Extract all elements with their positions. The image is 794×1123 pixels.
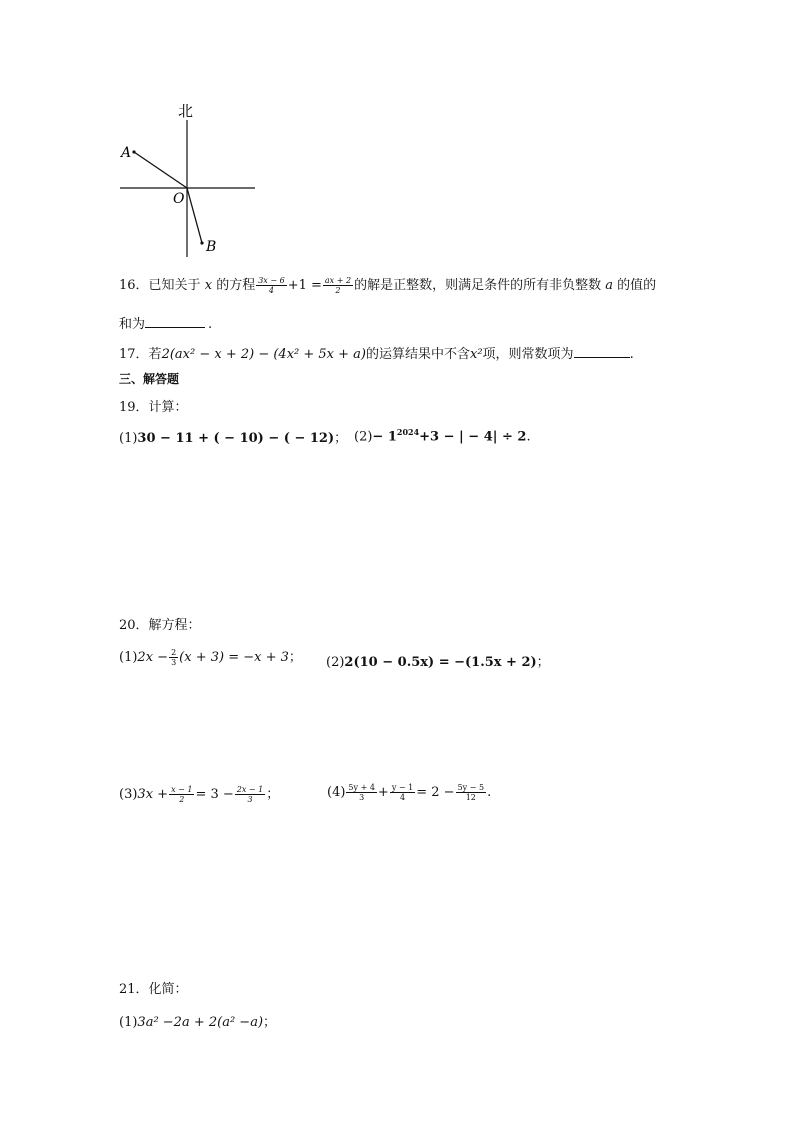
q19-p2-expr-b: +3 − | − 4| ÷ 2 <box>419 429 527 445</box>
q19-title: 计算： <box>148 400 188 415</box>
q20-p3-frac1-num: x − 1 <box>171 785 193 794</box>
question-16-line1 <box>119 274 656 295</box>
q20-p3-frac1 <box>169 785 194 804</box>
q20-p2-label: (2) <box>326 655 345 670</box>
q20-part-3 <box>119 783 279 804</box>
question-17 <box>119 343 634 362</box>
question-16-line2 <box>119 313 212 332</box>
q20-p2-end: ； <box>536 655 550 670</box>
q20-p4-frac1-num: 5y + 4 <box>348 783 375 792</box>
point-o-label: O <box>173 191 185 207</box>
q20-p4-frac2 <box>390 783 415 802</box>
q19-p2-end: . <box>526 429 531 445</box>
q20-p2-expr: 2(10 − 0.5x) = −(1.5x + 2) <box>344 655 537 670</box>
q17-text-before: 若 <box>148 347 162 362</box>
q16-var-x: x <box>204 278 213 293</box>
q17-answer-blank[interactable] <box>574 345 630 358</box>
q20-p4-end: . <box>487 785 492 800</box>
point-a-label: A <box>121 145 132 161</box>
q20-p1-frac <box>169 648 178 667</box>
q20-p4-frac1-den: 3 <box>359 793 365 802</box>
q17-text-after: 项，则常数项为 <box>482 347 574 362</box>
q20-part-2 <box>326 651 550 670</box>
q20-p4-b: = 2 − <box>416 785 455 800</box>
ray-oa <box>134 152 187 188</box>
q16-number: 16． <box>119 278 149 293</box>
q16-frac2-den: 2 <box>335 286 341 295</box>
point-b-dot <box>200 241 203 244</box>
q21-p1-end: ； <box>263 1015 277 1030</box>
q16-answer-blank[interactable] <box>145 315 205 328</box>
q20-title: 解方程： <box>148 618 201 633</box>
q17-text-mid: 的运算结果中不含 <box>365 347 470 362</box>
q21-number: 21． <box>119 982 149 997</box>
q16-text-before: 已知关于 <box>148 278 201 293</box>
q19-p2-exponent: 2024 <box>396 427 420 437</box>
q19-p1-end: ； <box>334 431 348 446</box>
q19-part-1 <box>119 427 347 446</box>
q20-p3-end: ； <box>266 787 280 802</box>
q16-frac2 <box>323 276 353 295</box>
q20-p4-plus: + <box>377 785 389 800</box>
q20-p4-frac2-den: 4 <box>399 793 406 802</box>
q17-number: 17． <box>119 347 149 362</box>
point-a-dot <box>132 150 135 153</box>
point-b-label: B <box>206 239 217 255</box>
q20-p3-b: = 3 − <box>195 787 234 802</box>
q20-p4-frac3-num: 5y − 5 <box>457 783 485 792</box>
q16-text-end: 的值的 <box>617 278 657 293</box>
q16-frac1-den: 4 <box>268 286 274 295</box>
q19-number: 19． <box>119 400 149 415</box>
direction-diagram <box>110 95 270 265</box>
q20-p3-a: 3x + <box>137 787 169 802</box>
q20-number: 20． <box>119 618 149 633</box>
q16-frac2-num: ax + 2 <box>324 276 352 285</box>
q20-p4-frac2-num: y − 1 <box>391 783 414 792</box>
q16-line2-text: 和为 <box>119 317 146 332</box>
q20-p3-label: (3) <box>119 787 138 802</box>
section-3-title: 三、解答题 <box>119 372 180 386</box>
q20-p1-a: 2x − <box>137 650 169 665</box>
q20-p4-frac1 <box>346 783 377 802</box>
q16-line2-end: . <box>208 317 213 332</box>
q16-frac1 <box>256 276 286 295</box>
q20-p1-frac-num: 2 <box>171 648 177 657</box>
q19-p2-label: (2) <box>354 429 373 445</box>
q20-p1-end: ； <box>288 650 302 665</box>
q20-p3-frac2-den: 3 <box>247 795 253 804</box>
q17-expr: 2(ax² − x + 2) − (4x² + 5x + a) <box>161 347 366 362</box>
question-19-title <box>119 396 188 415</box>
q20-p1-frac-den: 3 <box>171 658 177 667</box>
q20-p4-label: (4) <box>327 785 346 800</box>
q20-p1-label: (1) <box>119 650 138 665</box>
q21-title: 化简： <box>148 982 188 997</box>
q20-part-4 <box>327 783 491 802</box>
q19-p2-expr-a: − 1 <box>372 429 397 445</box>
q20-p4-frac3-den: 12 <box>465 793 476 802</box>
q21-p1-expr: 3a² −2a + 2(a² −a) <box>137 1015 264 1030</box>
q20-p1-b: (x + 3) = −x + 3 <box>179 650 289 665</box>
q16-var-a: a <box>605 278 613 293</box>
q17-end: . <box>629 347 634 362</box>
q16-text-after: 的解是正整数，则满足条件的所有非负整数 <box>354 278 602 293</box>
question-21-title <box>119 978 188 997</box>
q16-plus-one: +1 = <box>287 278 322 293</box>
ray-ob <box>187 188 202 243</box>
q19-part-2 <box>354 427 531 444</box>
north-label: 北 <box>178 102 194 120</box>
q19-p1-expr: 30 − 11 + ( − 10) − ( − 12) <box>137 431 335 446</box>
q20-p3-frac1-den: 2 <box>179 795 185 804</box>
q16-text-eq: 的方程 <box>216 278 256 293</box>
q21-p1-label: (1) <box>119 1015 138 1030</box>
q20-p4-frac3 <box>456 783 487 802</box>
question-20-title <box>119 614 201 633</box>
q21-part-1 <box>119 1011 276 1030</box>
q19-p1-label: (1) <box>119 431 138 446</box>
q16-frac1-num: 3x − 6 <box>258 276 285 285</box>
q20-p3-frac2 <box>235 785 265 804</box>
q20-part-1 <box>119 646 302 667</box>
q20-p3-frac2-num: 2x − 1 <box>236 785 264 794</box>
q17-term: x² <box>470 347 483 362</box>
